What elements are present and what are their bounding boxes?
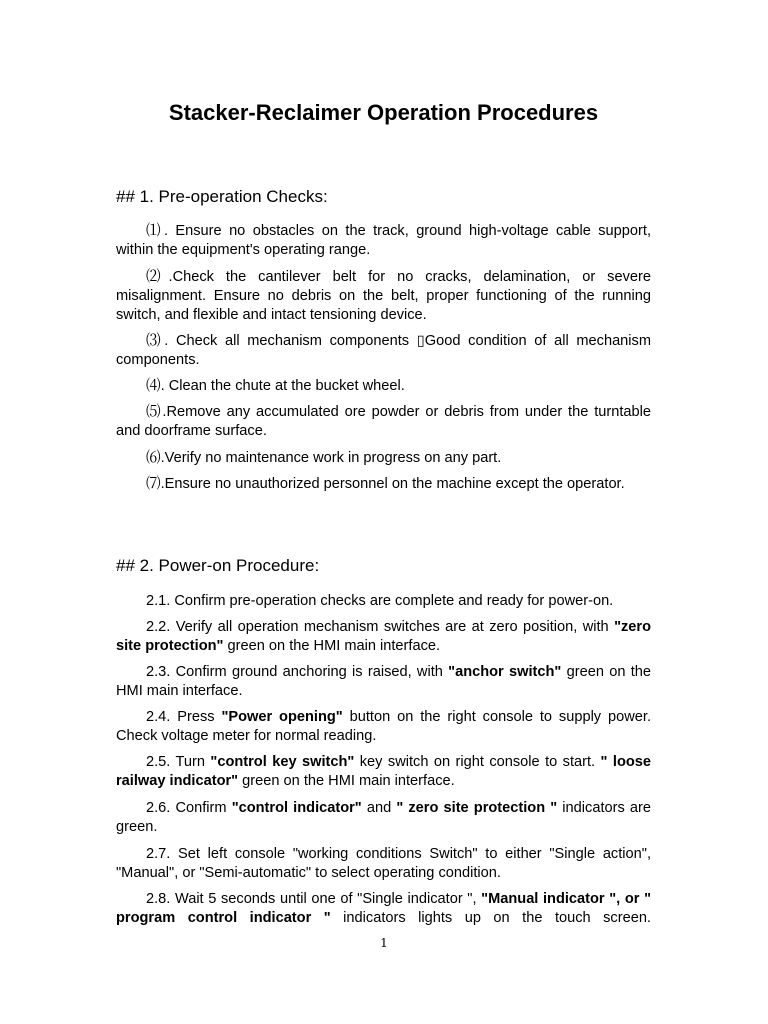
power-step-2-2 <box>116 618 651 656</box>
bold-term: "Manual indicator ", or " program control indicator " <box>116 891 651 926</box>
text-run: 2.3. Confirm ground anchoring is raised, with <box>146 664 449 680</box>
text-run: 2.8. Wait 5 seconds until one of "Single indicator ", <box>146 891 482 907</box>
power-step-2-3 <box>116 663 651 701</box>
text-run: indicators lights up on the touch screen. <box>330 910 651 926</box>
power-step-2-4 <box>116 708 651 746</box>
text-run: green on the HMI main interface. <box>116 664 651 699</box>
power-step-2-5 <box>116 753 651 791</box>
text-run: green on the HMI main interface. <box>238 773 455 789</box>
text-run: 2.7. Set left console "working conditions Switch" to either "Single action", "Manual", or "Semi-automatic" to select operating condition. <box>116 846 651 881</box>
text-run: green on the HMI main interface. <box>223 638 441 654</box>
page-title: Stacker-Reclaimer Operation Procedures <box>168 100 599 125</box>
bold-term: " loose railway indicator" <box>116 754 652 789</box>
bold-term: "control key switch" <box>210 754 355 770</box>
text-run: button on the right console to supply power. Check voltage meter for normal reading. <box>116 709 651 744</box>
bold-term: "Power opening" <box>221 709 343 725</box>
section-heading-pre-operation: ## 1. Pre-operation Checks: <box>116 187 328 206</box>
check-item-3: ⑶. Check all mechanism components ▯Good condition of all mechanism components. <box>116 333 651 368</box>
check-item-1: ⑴. Ensure no obstacles on the track, ground high-voltage cable support, within the equipment's operating range. <box>116 223 651 258</box>
section-heading-power-on: ## 2. Power-on Procedure: <box>116 556 320 575</box>
power-step-2-6 <box>116 799 651 837</box>
bold-term: "anchor switch" <box>448 664 562 680</box>
text-run: 2.5. Turn <box>146 754 211 770</box>
text-run: 2.1. Confirm pre-operation checks are complete and ready for power-on. <box>146 593 614 609</box>
page-number: 1 <box>380 936 388 950</box>
check-item-5: ⑸.Remove any accumulated ore powder or debris from under the turntable and doorframe surface. <box>116 404 651 439</box>
power-step-2-1 <box>116 592 651 611</box>
power-step-2-7 <box>116 845 651 883</box>
text-run: 2.6. Confirm <box>146 800 232 816</box>
bold-term: "control indicator" <box>231 800 362 816</box>
text-run: and <box>361 800 397 816</box>
check-item-6: ⑹.Verify no maintenance work in progress on any part. <box>146 450 502 466</box>
bold-term: " zero site protection " <box>396 800 558 816</box>
text-run: key switch on right console to start. <box>354 754 601 770</box>
check-item-7: ⑺.Ensure no unauthorized personnel on the machine except the operator. <box>146 476 625 492</box>
bold-term: "zero site protection" <box>116 619 651 654</box>
power-step-2-8 <box>116 890 651 928</box>
text-run: indicators are green. <box>116 800 651 835</box>
text-run: 2.2. Verify all operation mechanism switches are at zero position, with <box>146 619 615 635</box>
check-item-4: ⑷. Clean the chute at the bucket wheel. <box>146 378 405 394</box>
check-item-2: ⑵.Check the cantilever belt for no cracks, delamination, or severe misalignment. Ensure no debris on the belt, proper functioning of the running switch, and flexible and intact tensioning device. <box>116 269 651 323</box>
text-run: 2.4. Press <box>146 709 222 725</box>
